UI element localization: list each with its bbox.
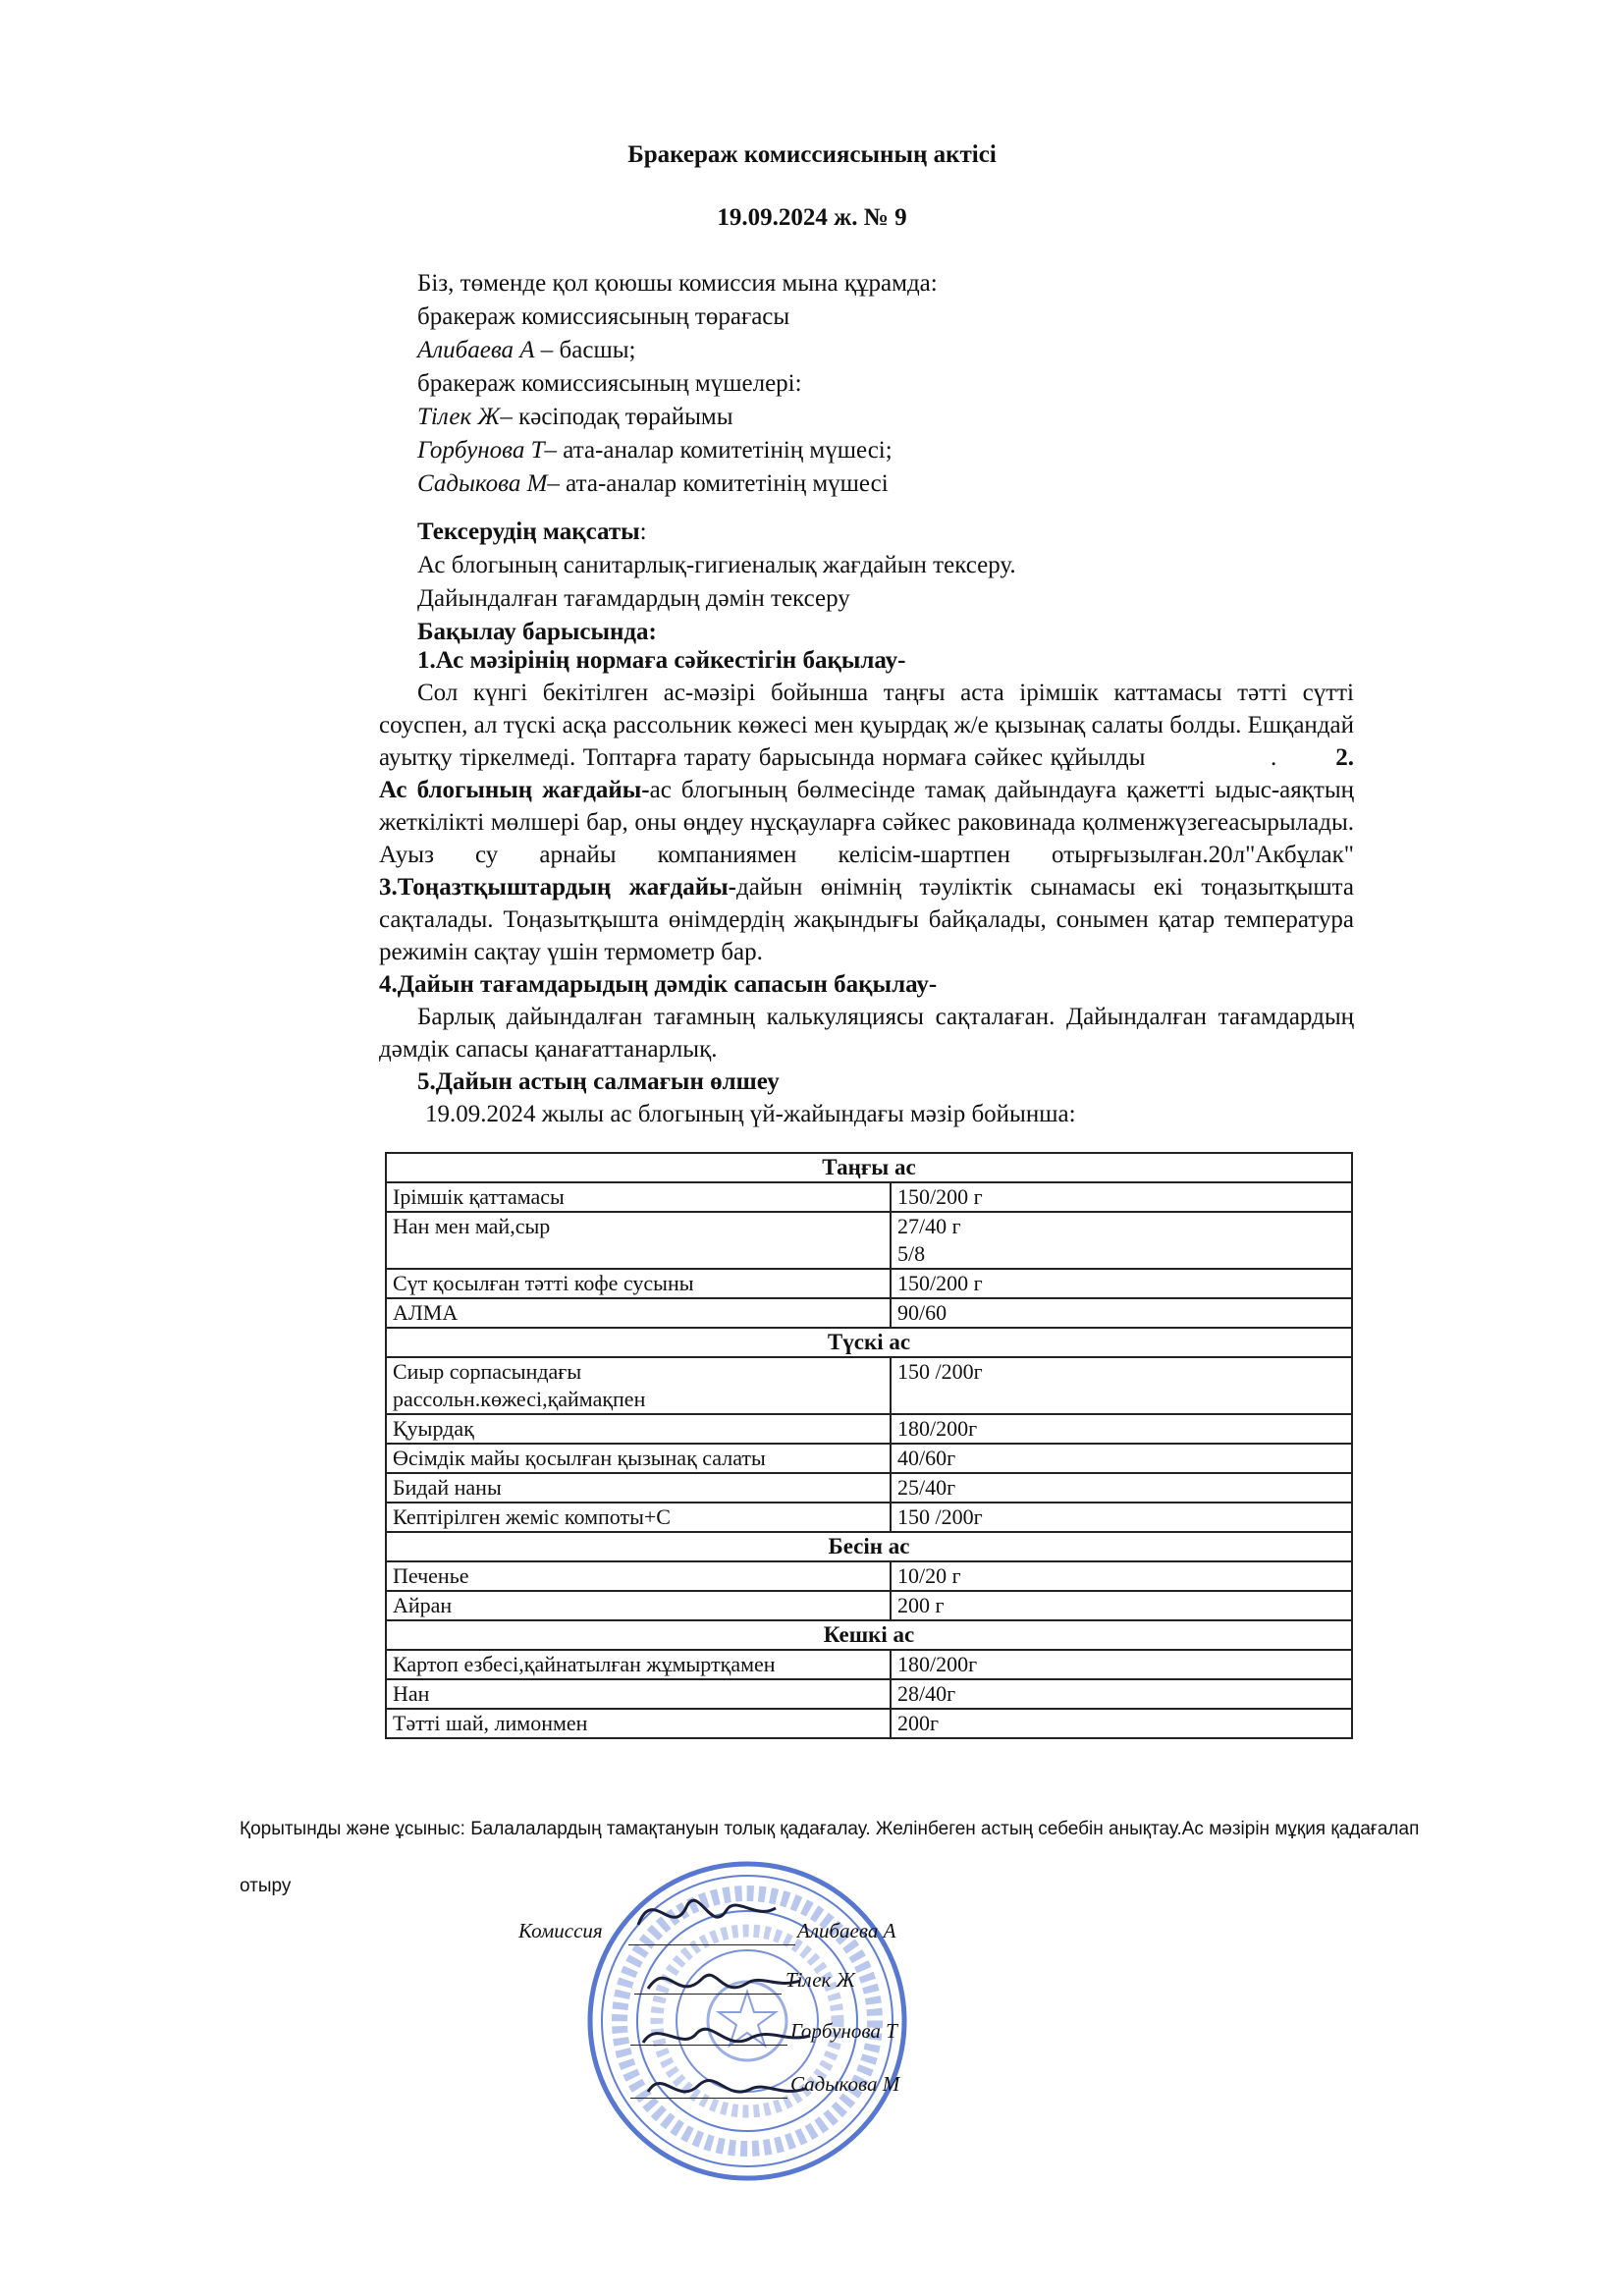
purpose-block	[417, 516, 1360, 649]
dish-weight: 25/40г	[891, 1473, 1352, 1503]
dish-name: Картоп езбесі,қайнатылған жұмыртқамен	[386, 1650, 891, 1679]
member-name: Садыкова М	[417, 470, 548, 497]
section-1-text: Сол күнгі бекітілген ас-мәзірі бойынша таңғы аста ірімшік каттамасы тәтті сүтті соуспен, ал түскі асқа рассольник көжесі мен қуырдақ ж/е қызынақ салаты болды. Ешқандай ауытқу тіркелмеді. Топтарға тарату барысында нормаға сәйкес құйылды	[379, 680, 1354, 771]
handwritten-signatures	[628, 1881, 835, 2126]
table-row	[386, 1414, 1352, 1444]
member-post: – кәсіподақ төрайымы	[500, 404, 733, 430]
table-row	[386, 1709, 1352, 1738]
observation-heading: Бақылау барысында:	[417, 619, 657, 645]
table-row	[386, 1298, 1352, 1328]
member-line	[417, 467, 1360, 501]
member-post: – ата-аналар комитетінің мүшесі;	[544, 437, 893, 464]
member-post: – ата-аналар комитетінің мүшесі	[547, 470, 889, 497]
table-row	[386, 1269, 1352, 1298]
menu-section-title: Кешкі ас	[386, 1620, 1352, 1650]
document-title: Бракераж комиссиясының актісі	[627, 141, 997, 168]
section-4-heading: 4.Дайын тағамдарыдың дәмдік сапасын бақылау-	[379, 971, 938, 998]
dish-weight: 200г	[891, 1709, 1352, 1738]
member-line	[417, 401, 1360, 434]
member-name: Горбунова Т	[417, 437, 545, 464]
purpose-heading: Тексерудің мақсаты	[417, 519, 640, 545]
dish-weight: 150/200 г	[891, 1269, 1352, 1298]
commission-intro: Біз, төменде қол қоюшы комиссия мына құрамда:	[417, 270, 938, 297]
dish-weight: 28/40г	[891, 1679, 1352, 1709]
dish-weight: 150 /200г	[891, 1503, 1352, 1532]
section-2-heading: 2. Ас блогының жағдайы-	[379, 744, 1354, 803]
table-row	[386, 1357, 1352, 1414]
table-row	[386, 1212, 1352, 1269]
signature-name: Горбунова Т	[790, 2019, 897, 2043]
section-3-text: дайын өнімнің тәуліктік сынамасы екі тоңазытқышта сақталады. Тоңазытқышта өнімдердің жақындығы байқалады, сонымен қатар температура режимін сақтау үшін термометр бар.	[379, 874, 1355, 965]
dish-name: Бидай наны	[386, 1473, 891, 1503]
dish-name: Нан	[386, 1679, 891, 1709]
section-5-text: 19.09.2024 жылы ас блогының үй-жайындағы мәзір бойынша:	[425, 1101, 1076, 1127]
conclusion-line-1: Қорытынды және ұсыныс: Балалалардың тамақтануын толық қадағалау. Желінбеген астың себебін анықтау.Ас мәзірін мұқия қадағалап	[240, 1819, 1420, 1839]
chair-line	[417, 334, 1360, 367]
purpose-line-2: Дайындалған тағамдардың дәмін тексеру	[417, 585, 850, 612]
dish-name: АЛМА	[386, 1298, 891, 1328]
dish-name: Кептірілген жеміс компоты+С	[386, 1503, 891, 1532]
chair-name: Алибаева А	[417, 337, 535, 363]
dish-name: Печенье	[386, 1561, 891, 1591]
menu-section-row	[386, 1532, 1352, 1561]
dish-name: Сиыр сорпасындағы рассольн.көжесі,қаймақпен	[386, 1357, 891, 1414]
members-role: бракераж комиссиясының мүшелері:	[417, 370, 802, 397]
table-row	[386, 1561, 1352, 1591]
table-row	[386, 1679, 1352, 1709]
dish-weight: 40/60г	[891, 1444, 1352, 1473]
dish-weight: 180/200г	[891, 1414, 1352, 1444]
dish-name: Өсімдік майы қосылған қызынақ салаты	[386, 1444, 891, 1473]
dish-weight: 90/60	[891, 1298, 1352, 1328]
dish-name: Тәтті шай, лимонмен	[386, 1709, 891, 1738]
signature-label: Комиссия	[518, 1919, 603, 1942]
dish-weight: 150/200 г	[891, 1182, 1352, 1212]
dish-weight: 10/20 г	[891, 1561, 1352, 1591]
signature-name: Тілек Ж	[785, 1968, 855, 1992]
section-1-heading: 1.Ас мәзірінің нормаға сәйкестігін бақылау-	[417, 647, 906, 674]
commission-block	[417, 267, 1360, 501]
dish-name: Ірімшік қаттамасы	[386, 1182, 891, 1212]
table-row	[386, 1182, 1352, 1212]
dish-weight: 180/200г	[891, 1650, 1352, 1679]
section-1-dot: .	[1271, 744, 1277, 771]
purpose-heading-colon: :	[639, 519, 647, 545]
purpose-heading-line	[417, 516, 1360, 549]
signature-name: Садыкова М	[790, 2072, 900, 2096]
signature-name: Алибаева А	[797, 1919, 896, 1942]
table-row	[386, 1591, 1352, 1620]
dish-weight: 200 г	[891, 1591, 1352, 1620]
section-3-heading: 3.Тоңазтқыштардың жағдайы-	[379, 874, 737, 901]
dish-name: Айран	[386, 1591, 891, 1620]
dish-weight: 27/40 г 5/8	[891, 1212, 1352, 1269]
menu-section-row	[386, 1328, 1352, 1357]
chair-post: – басшы;	[534, 337, 636, 363]
member-name: Тілек Ж	[417, 404, 501, 430]
purpose-line-1: Ас блогының санитарлық-гигиеналық жағдайын тексеру.	[417, 552, 1016, 578]
table-row	[386, 1650, 1352, 1679]
menu-table	[385, 1152, 1353, 1739]
menu-section-row	[386, 1153, 1352, 1182]
menu-section-title: Бесін ас	[386, 1532, 1352, 1561]
section-4-text: Барлық дайындалған тағамның калькуляциясы сақталаған. Дайындалған тағамдардың дәмдік сапасы қанағаттанарлық.	[379, 1004, 1354, 1063]
section-2-text: ас блогының бөлмесінде тамақ дайындауға қажетті ыдыс-аяқтың жеткілікті мөлшері бар, оны өңдеу нұсқауларға сәйкес раковинада қолменжүзегеасырылады. Ауыз су арнайы компаниямен келісім-шартпен отырғызылған.20л"Акбұлак"	[379, 777, 1354, 868]
dish-name: Нан мен май,сыр	[386, 1212, 891, 1269]
conclusion-line-2: отыру	[240, 1876, 292, 1896]
menu-section-title: Түскі ас	[386, 1328, 1352, 1357]
dish-weight: 150 /200г	[891, 1357, 1352, 1414]
menu-section-row	[386, 1620, 1352, 1650]
section-1-2-paragraph	[379, 677, 1354, 968]
document-date-number: 19.09.2024 ж. № 9	[717, 204, 907, 231]
sections-body	[379, 644, 1354, 1130]
dish-name: Сүт қосылған тәтті кофе сусыны	[386, 1269, 891, 1298]
dish-name: Қуырдақ	[386, 1414, 891, 1444]
menu-section-title: Таңғы ас	[386, 1153, 1352, 1182]
table-row	[386, 1473, 1352, 1503]
section-5-heading: 5.Дайын астың салмағын өлшеу	[417, 1068, 780, 1095]
table-row	[386, 1503, 1352, 1532]
table-row	[386, 1444, 1352, 1473]
chair-role: бракераж комиссиясының төрағасы	[417, 303, 790, 330]
member-line	[417, 434, 1360, 467]
